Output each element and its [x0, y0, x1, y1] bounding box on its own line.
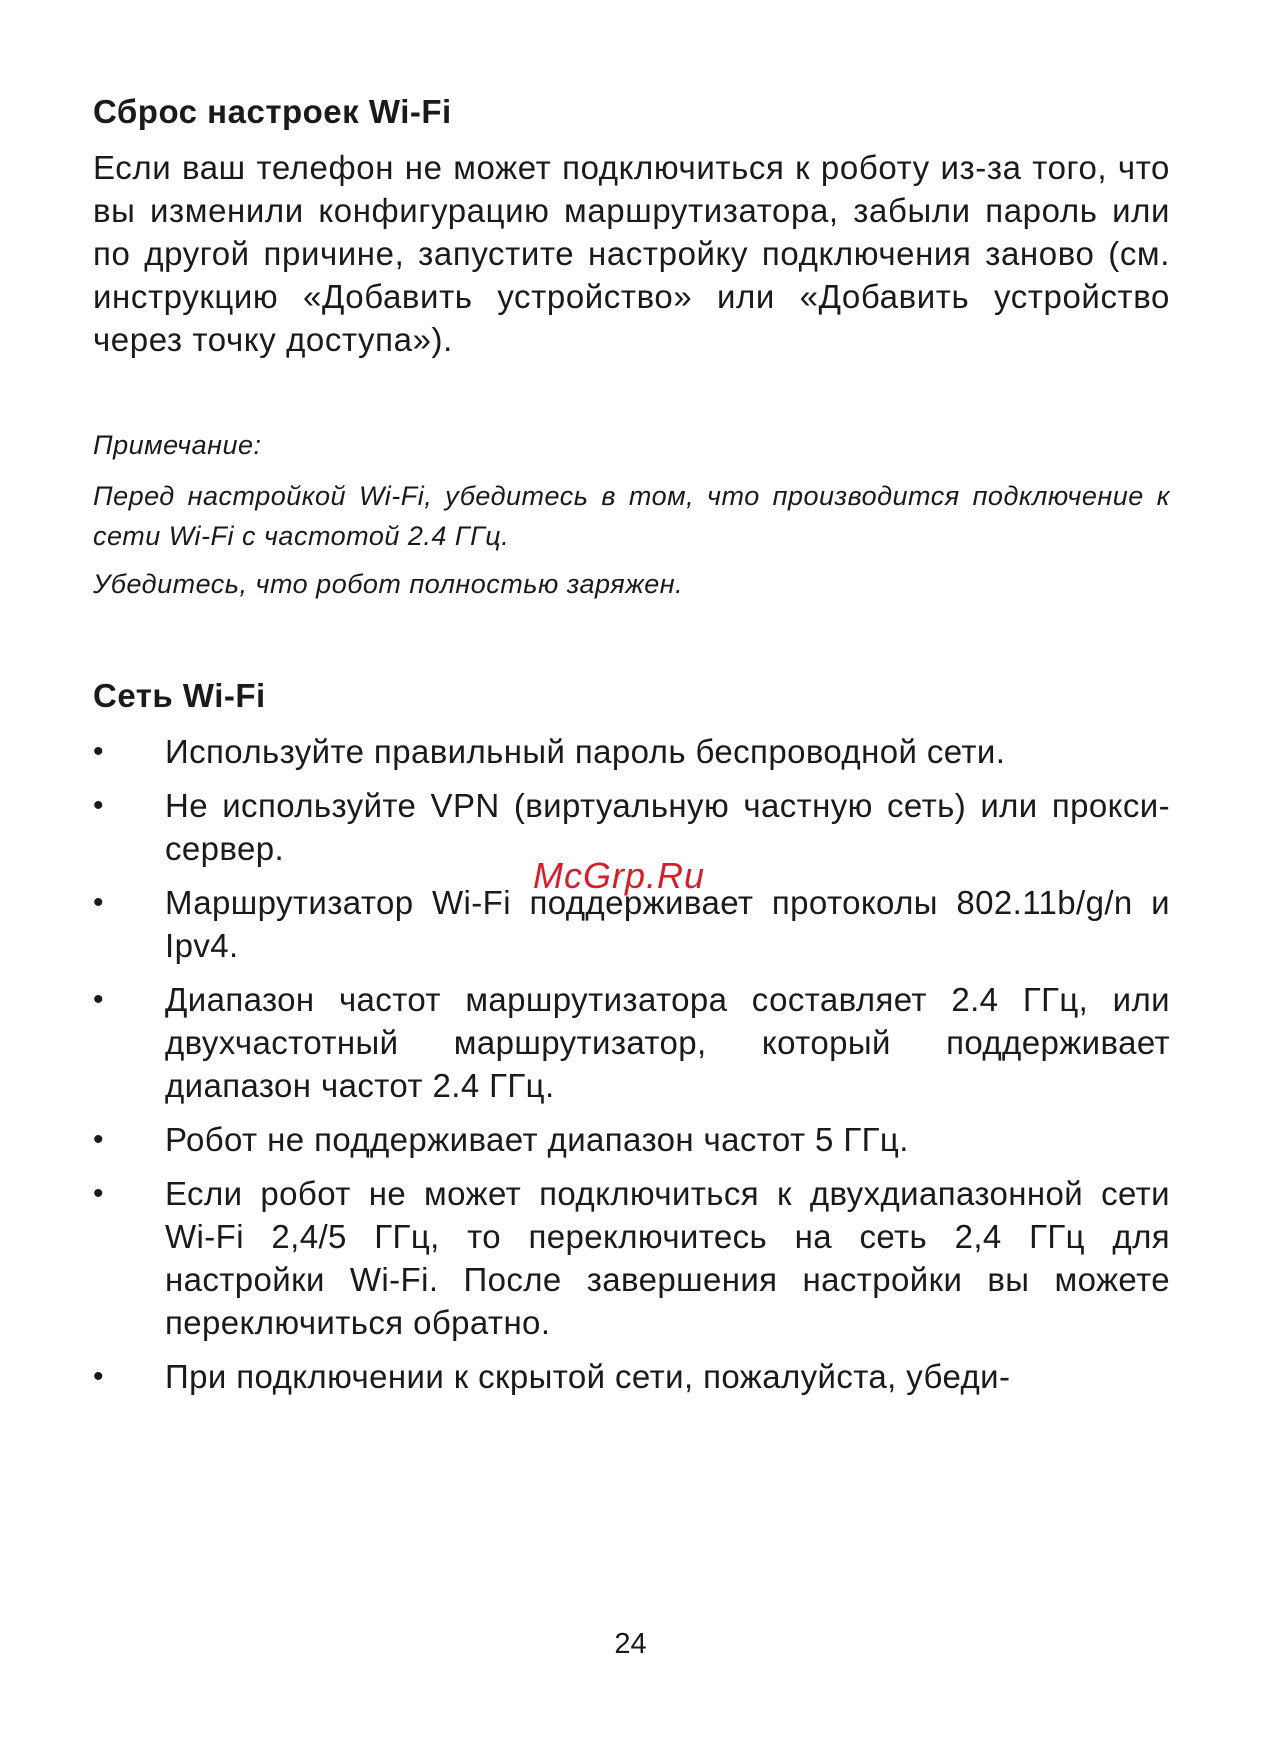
wifi-bullet-list [93, 730, 1170, 1409]
note-line-1: Перед настройкой Wi-Fi, убедитесь в том, что производится подключение к сети Wi-Fi с частотой 2.4 ГГц. [93, 481, 1170, 551]
note-label: Примечание: [93, 430, 262, 460]
bullet-icon: • [93, 1360, 104, 1393]
watermark: McGrp.Ru [533, 855, 706, 896]
page-number: 24 [614, 1628, 647, 1660]
section-reset-body: Если ваш телефон не может подключиться к роботу из-за того, что вы изменили конфигурацию маршрутизатора, забыли пароль или по другой причине, запустите настройку подключения заново (см. инструкцию «Добавить устройство» или «Добавить устройство через точку доступа»). [93, 149, 1170, 358]
section-title-wifi: Сеть Wi-Fi [93, 677, 266, 714]
bullet-icon: • [93, 1177, 104, 1210]
bullet-icon: • [93, 1123, 104, 1156]
list-item [93, 1172, 1170, 1344]
list-item-text: Робот не поддерживает диапазон частот 5 ГГц. [165, 1121, 909, 1158]
list-item-text: Используйте правильный пароль беспроводной сети. [165, 733, 1006, 770]
list-item [93, 978, 1170, 1107]
list-item-text: Если робот не может подключиться к двухдиапазонной сети Wi-Fi 2,4/5 ГГц, то переключитесь на сеть 2,4 ГГц для настройки Wi-Fi. После завершения настройки вы можете переключиться обратно. [165, 1175, 1170, 1341]
list-item-text: Не используйте VPN (виртуальную частную сеть) или прокси-сервер. [165, 787, 1170, 867]
bullet-icon: • [93, 735, 104, 768]
bullet-icon: • [93, 886, 104, 919]
list-item [93, 730, 1170, 773]
list-item-text: Маршрутизатор Wi-Fi поддерживает протоколы 802.11b/g/n и Ipv4. [165, 884, 1170, 964]
list-item-text: Диапазон частот маршрутизатора составляет 2.4 ГГц, или двухчастотный маршрутизатор, который поддерживает диапазон частот 2.4 ГГц. [165, 981, 1170, 1104]
note-line-2: Убедитесь, что робот полностью заряжен. [93, 569, 684, 599]
list-item [93, 1355, 1170, 1398]
bullet-icon: • [93, 789, 104, 822]
list-item-text: При подключении к скрытой сети, пожалуйста, убеди- [165, 1358, 1011, 1395]
bullet-icon: • [93, 983, 104, 1016]
list-item [93, 1118, 1170, 1161]
section-title-reset: Сброс настроек Wi-Fi [93, 93, 452, 130]
